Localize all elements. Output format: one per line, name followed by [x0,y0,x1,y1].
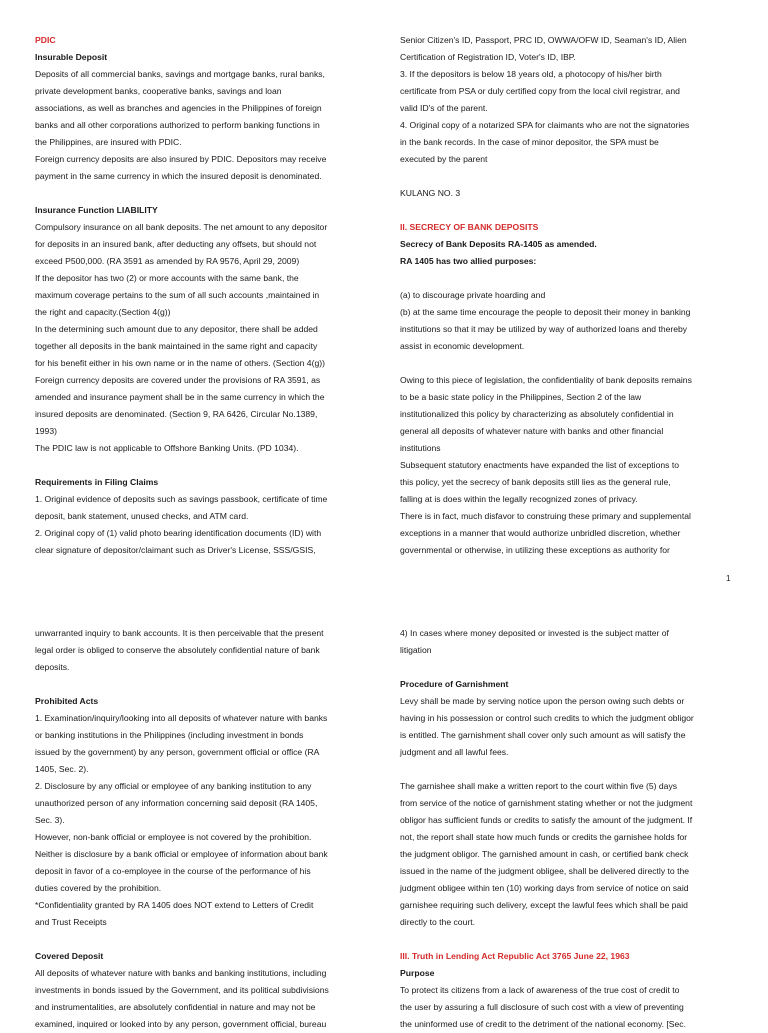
subheading: Prohibited Acts [35,696,99,706]
text-line: obligor has sufficient funds or credits to satisfy the amount of the judgment. If [400,815,693,825]
text-line: governmental or otherwise, in utilizing these exceptions as authority for [400,545,670,555]
text-line: Sec. 3). [35,815,65,825]
text-line: investments in bonds issued by the Government, and its political subdivisions [35,985,329,995]
text-line: the right and capacity.(Section 4(g)) [35,307,171,317]
text-line: general all deposits of whatever nature with banks and other financial [400,426,664,436]
text-line: directly to the court. [400,917,475,927]
text-line: 3. If the depositors is below 18 years old, a photocopy of his/her birth [400,69,662,79]
text-line: falling at is does within the legally recognized zones of privacy. [400,494,638,504]
text-line: (b) at the same time encourage the people to deposit their money in banking [400,307,691,317]
text-line: 4) In cases where money deposited or invested is the subject matter of [400,628,669,638]
subheading: Procedure of Garnishment [400,679,509,689]
text-line: Neither is disclosure by a bank official or employee of information about bank [35,849,328,859]
text-line: from service of the notice of garnishment stating whether or not the judgment [400,798,693,808]
text-line: If the depositor has two (2) or more accounts with the same bank, the [35,273,299,283]
subheading: Insurable Deposit [35,52,108,62]
blank-line [35,676,371,693]
text-line: the uninformed use of credit to the detriment of the national economy. [Sec. [400,1019,686,1029]
text-line: having in his possession or control such credits to which the judgment obligor [400,713,694,723]
section-heading: II. SECRECY OF BANK DEPOSITS [400,222,539,232]
blank-line [400,761,738,778]
text-line: judgment obligee within ten (10) working days from service of notice on said [400,883,689,893]
text-line: Foreign currency deposits are also insured by PDIC. Depositors may receive [35,154,327,164]
subheading: Requirements in Filing Claims [35,477,159,487]
text-line: Levy shall be made by serving notice upon the person owing such debts or [400,696,685,706]
text-line: garnishee requiring such delivery, except the lawful fees which shall be paid [400,900,688,910]
text-line: In the determining such amount due to any depositor, there shall be added [35,324,318,334]
text-line: 1. Examination/inquiry/looking into all deposits of whatever nature with banks [35,713,328,723]
text-line: and Trust Receipts [35,917,107,927]
text-line: Foreign currency deposits are covered under the provisions of RA 3591, as [35,375,321,385]
blank-line [35,185,371,202]
text-line: unwarranted inquiry to bank accounts. It is then perceivable that the present [35,628,324,638]
text-line: clear signature of depositor/claimant such as Driver's License, SSS/GSIS, [35,545,316,555]
text-line: duties covered by the prohibition. [35,883,162,893]
blank-line [400,659,738,676]
text-line: Compulsory insurance on all bank deposits. The net amount to any depositor [35,222,328,232]
text-line: in the bank records. In the case of minor depositor, the SPA must be [400,137,659,147]
text-line: litigation [400,645,432,655]
text-line: amended and insurance payment shall be in the same currency in which the [35,392,325,402]
text-line: exceed P500,000. (RA 3591 as amended by RA 9576, April 29, 2009) [35,256,300,266]
text-line: is entitled. The garnishment shall cover only such amount as will satisfy the [400,730,686,740]
blank-line [35,931,371,948]
text-line: or banking institutions in the Philippines (including investment in bonds [35,730,304,740]
text-line: Owing to this piece of legislation, the confidentiality of bank deposits remains [400,375,692,385]
text-line: payment in the same currency in which the insured deposit is denominated. [35,171,322,181]
text-line: To protect its citizens from a lack of awareness of the true cost of credit to [400,985,680,995]
text-line: Subsequent statutory enactments have expanded the list of exceptions to [400,460,679,470]
blank-line [400,202,738,219]
text-line: assist in economic development. [400,341,525,351]
blank-line [35,457,371,474]
page-1-left-column [35,32,371,559]
text-line: *Confidentiality granted by RA 1405 does NOT extend to Letters of Credit [35,900,314,910]
subheading: Insurance Function LIABILITY [35,205,158,215]
text-line: 2. Disclosure by any official or employee of any banking institution to any [35,781,312,791]
text-line: the Philippines, are insured with PDIC. [35,137,182,147]
text-line: not, the report shall state how much funds or credits the garnishee holds for [400,832,688,842]
blank-line [400,355,738,372]
text-line: issued in the name of the judgment obligee, shall be delivered directly to the [400,866,690,876]
text-line: deposits. [35,662,70,672]
text-line: the judgment obligor. The garnished amount in cash, or certified bank check [400,849,689,859]
text-line: The garnishee shall make a written report to the court within five (5) days [400,781,678,791]
text-line: 2. Original copy of (1) valid photo bearing identification documents (ID) with [35,528,322,538]
page-number: 1 [726,574,731,583]
text-line: and instrumentalities, are absolutely confidential in nature and may not be [35,1002,316,1012]
text-line: issued by the government) by any person, government official or office (RA [35,747,320,757]
text-line: this policy, yet the secrecy of bank deposits still lies as the general rule, [400,477,671,487]
text-line: However, non-bank official or employee is not covered by the prohibition. [35,832,312,842]
blank-line [400,168,738,185]
subheading: Purpose [400,968,435,978]
text-line: There is in fact, much disfavor to construing these primary and supplemental [400,511,691,521]
text-line: private development banks, cooperative banks, savings and loan [35,86,282,96]
text-line: the user by assuring a full disclosure of such cost with a view of preventing [400,1002,684,1012]
text-line: together all deposits in the bank maintained in the same right and capacity [35,341,318,351]
text-line: certificate from PSA or duly certified copy from the local civil registrar, and [400,86,680,96]
text-line: institutionalized this policy by characterizing as absolutely confidential in [400,409,674,419]
text-line: 1405, Sec. 2). [35,764,89,774]
text-line: to be a basic state policy in the Philippines, Section 2 of the law [400,392,642,402]
text-line: institutions [400,443,441,453]
blank-line [400,270,738,287]
text-line: valid ID's of the parent. [400,103,488,113]
text-line: associations, as well as branches and agencies in the Philippines of foreign [35,103,322,113]
text-line: (a) to discourage private hoarding and [400,290,546,300]
document-page-2 [0,600,768,1029]
text-line: legal order is obliged to conserve the absolutely confidential nature of bank [35,645,320,655]
text-line: maximum coverage pertains to the sum of all such accounts ,maintained in [35,290,320,300]
text-line: Senior Citizen's ID, Passport, PRC ID, OWWA/OFW ID, Seaman's ID, Alien [400,35,687,45]
text-line: institutions so that it may be utilized by way of authorized loans and thereby [400,324,688,334]
subheading: Covered Deposit [35,951,104,961]
text-line: KULANG NO. 3 [400,188,461,198]
subheading: RA 1405 has two allied purposes: [400,256,537,266]
section-heading: PDIC [35,35,56,45]
page-2-left-column [35,625,371,1033]
text-line: Certification of Registration ID, Voter's ID, IBP. [400,52,576,62]
text-line: 1993) [35,426,57,436]
text-line: for deposits in an insured bank, after deducting any offsets, but should not [35,239,317,249]
blank-line [400,931,738,948]
text-line: examined, inquired or looked into by any person, government official, bureau [35,1019,327,1029]
text-line: Deposits of all commercial banks, savings and mortgage banks, rural banks, [35,69,325,79]
text-line: for his benefit either in his own name or in the name of others. (Section 4(g)) [35,358,325,368]
text-line: 1. Original evidence of deposits such as savings passbook, certificate of time [35,494,328,504]
text-line: The PDIC law is not applicable to Offshore Banking Units. (PD 1034). [35,443,299,453]
subheading: Secrecy of Bank Deposits RA-1405 as amended. [400,239,597,249]
text-line: deposit in favor of a co-employee in the course of the performance of his [35,866,311,876]
text-line: All deposits of whatever nature with banks and banking institutions, including [35,968,327,978]
section-heading: III. Truth in Lending Act Republic Act 3765 June 22, 1963 [400,951,630,961]
text-line: deposit, bank statement, unused checks, and ATM card. [35,511,249,521]
text-line: exceptions in a manner that would authorize unbridled discretion, whether [400,528,681,538]
text-line: executed by the parent [400,154,488,164]
text-line: insured deposits are denominated. (Section 9, RA 6426, Circular No.1389, [35,409,318,419]
text-line: 4. Original copy of a notarized SPA for claimants who are not the signatories [400,120,690,130]
text-line: unauthorized person of any information concerning said deposit (RA 1405, [35,798,318,808]
page-2-right-column [400,625,738,1033]
text-line: banks and all other corporations authorized to perform banking functions in [35,120,320,130]
page-1-right-column [400,32,738,559]
text-line: judgment and all lawful fees. [400,747,509,757]
